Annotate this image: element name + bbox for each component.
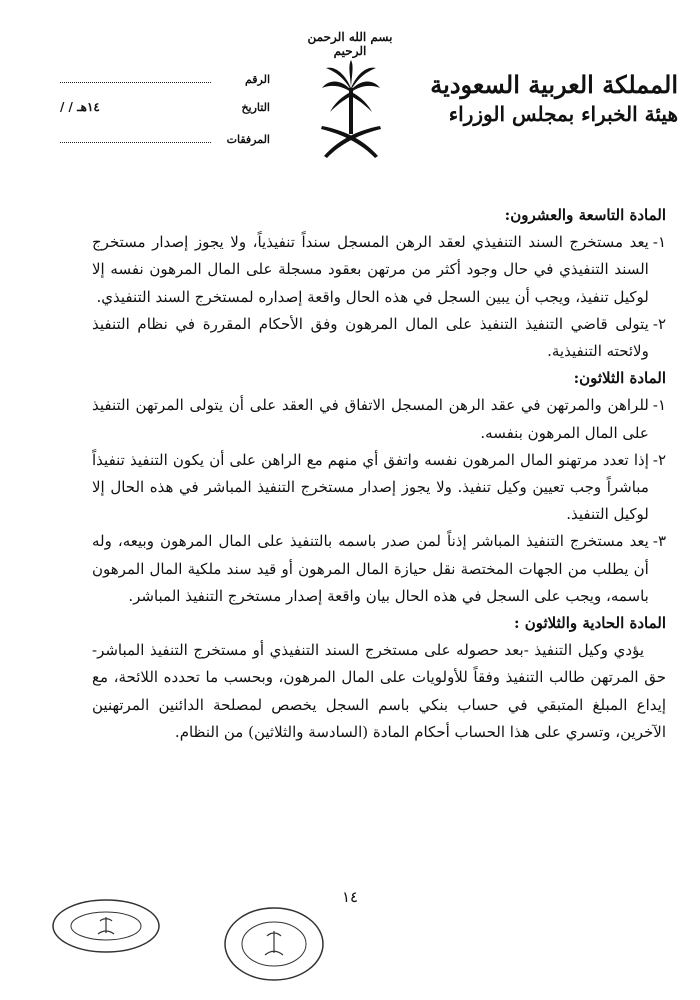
article-30-title: المادة الثلاثون: — [573, 369, 666, 388]
clause-text: يعد مستخرج السند التنفيذي لعقد الرهن المسجل سنداً تنفيذياً، ولا يجوز إصدار مستخرج السند التنفيذي في حال وجود أكثر من مرتهن بعقود مسجلة على المال المرهون نفسه إلا لوكيل تنفيذ، ويجب أن يبين السجل في هذه الحال واقعة إصداره لمستخرج السند التنفيذي. — [92, 233, 649, 306]
clause-text: للراهن والمرتهن في عقد الرهن المسجل الاتفاق في العقد على أن يتولى المرتهن التنفيذ على المال المرهون بنفسه. — [92, 396, 649, 442]
clause-number: ٢- — [652, 314, 666, 333]
attachments-row — [60, 130, 270, 160]
bismillah-header: بسم الله الرحمن الرحيم — [307, 30, 393, 58]
document-body — [92, 202, 666, 746]
clause-text: يتولى قاضي التنفيذ التنفيذ على المال المرهون وفق الأحكام المقررة في نظام التنفيذ ولائحته التنفيذية. — [92, 314, 649, 361]
clause-text: يعد مستخرج التنفيذ المباشر إذناً لمن صدر باسمه بالتنفيذ على المال المرهون وبيعه، وله أن يطلب من الجهات المختصة نقل حيازة المال المرهون أو قيد سند ملكية المال المرهون باسمه، ويجب على السجل في هذه الحال بيان واقعة إصدار مستخرج التنفيذ المباشر. — [92, 532, 649, 605]
number-line — [60, 70, 211, 83]
date-row — [60, 100, 270, 130]
authority-title: هيئة الخبراء بمجلس الوزراء — [448, 102, 678, 126]
experts-authority-stamp-icon — [222, 905, 326, 983]
palm-and-swords-emblem-icon — [318, 60, 384, 160]
article-30-clause-3 — [92, 528, 666, 610]
article-29-clause-2 — [92, 311, 666, 365]
kingdom-title: المملكة العربية السعودية — [430, 70, 678, 99]
attachments-line — [60, 130, 211, 143]
date-value: / / ١٤هـ — [60, 100, 100, 114]
number-label: الرقم — [244, 73, 270, 86]
article-31-title: المادة الحادية والثلاثون : — [513, 614, 666, 633]
reference-fields — [60, 70, 270, 160]
article-31-paragraph: يؤدي وكيل التنفيذ -بعد حصوله على مستخرج السند التنفيذي أو مستخرج التنفيذ المباشر- حق المرتهن طالب التنفيذ وفقاً للأولويات على المال المرهون، وبحسب ما تحدده اللائحة، مع إيداع المبلغ المتبقي في حساب بنكي باسم السجل يخصص لمصلحة الدائنين المرتهنين الآخرين، وتسري على هذا الحساب أحكام المادة (السادسة والثلاثين) من النظام. — [92, 641, 666, 741]
article-29-clause-1 — [92, 229, 666, 311]
clause-number: ٢- — [652, 450, 666, 469]
article-30-clause-1 — [92, 392, 666, 446]
general-secretariat-stamp-icon — [50, 897, 162, 955]
page-number: ١٤ — [341, 888, 359, 906]
clause-number: ٣- — [652, 532, 666, 551]
clause-text: إذا تعدد مرتهنو المال المرهون نفسه واتفق أي منهم مع الراهن على أن يكون التنفيذ تنفيذاً مباشراً وجب تعيين وكيل تنفيذ. ولا يجوز إصدار مستخرج التنفيذ المباشر في هذه الحال إلا لوكيل التنفيذ. — [92, 450, 649, 524]
article-30-clause-2 — [92, 447, 666, 529]
clause-number: ١- — [652, 233, 666, 252]
attachments-label: المرفقات — [226, 133, 270, 146]
article-29-title: المادة التاسعة والعشرون: — [504, 206, 666, 224]
number-row — [60, 70, 270, 100]
letterhead-titles — [430, 70, 678, 128]
date-label: التاريخ — [241, 101, 270, 114]
clause-number: ١- — [652, 396, 666, 415]
